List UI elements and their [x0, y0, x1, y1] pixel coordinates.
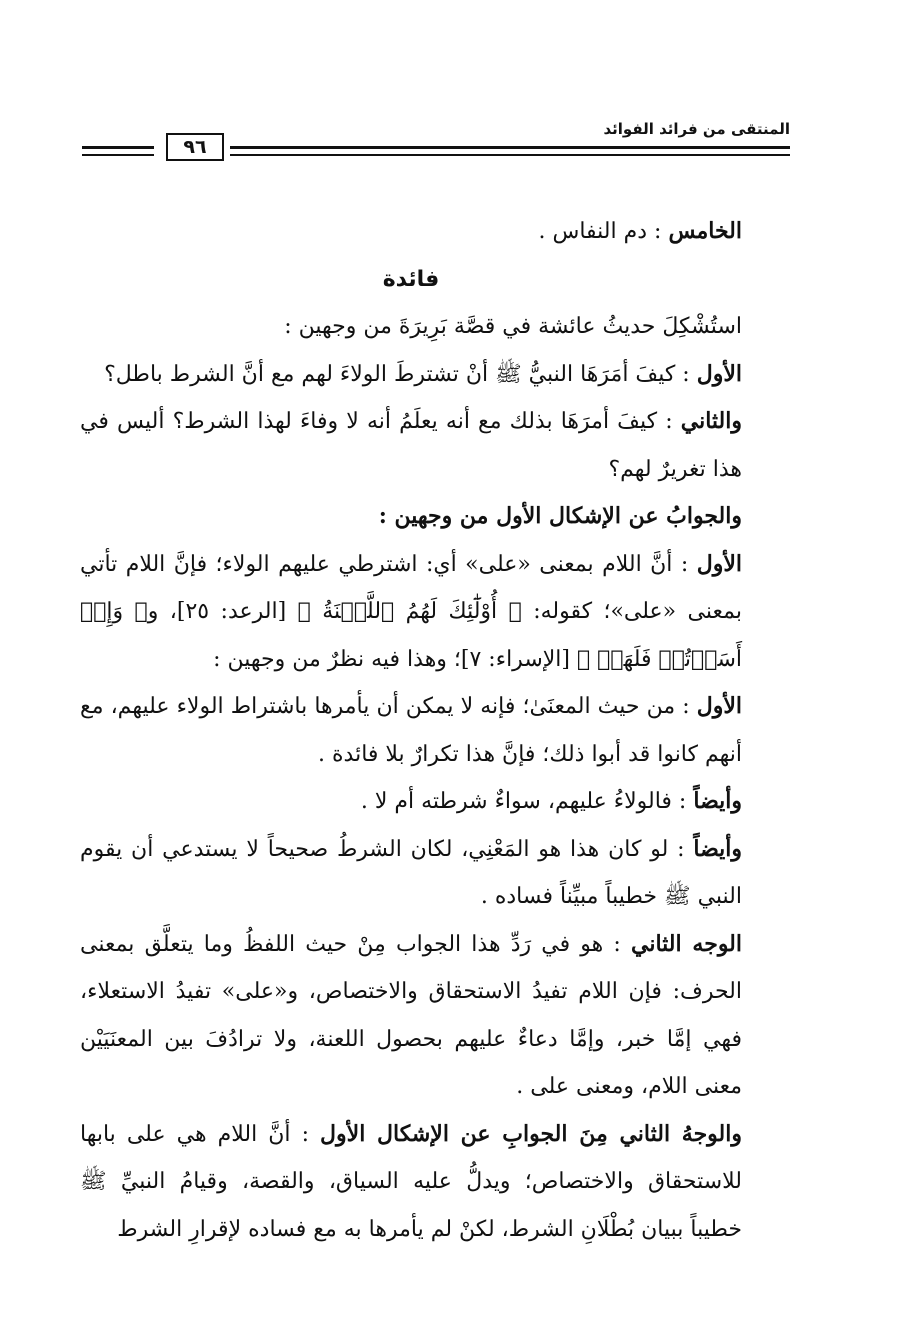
- header-rule-left: [82, 146, 154, 156]
- paragraph-lead: والجوابُ عن الإشكال الأول من وجهين :: [378, 503, 742, 529]
- paragraph-lead: والوجهُ الثاني مِنَ الجوابِ عن الإشكال الأول: [320, 1120, 742, 1147]
- paragraph-text: : كيفَ أمَرَهَا النبيُّ ﷺ أنْ تشترطَ الولاءَ لهم مع أنَّ الشرط باطل؟: [104, 361, 690, 387]
- paragraph-text: : دم النفاس .: [538, 219, 662, 244]
- page-body: [80, 208, 742, 1253]
- paragraph-lead: الخامس: [668, 218, 742, 244]
- paragraph-lead: الأول: [696, 360, 742, 387]
- section-heading: فائدة: [382, 266, 440, 292]
- page-number: ٩٦: [166, 133, 224, 161]
- paragraph-answer-heading: [80, 493, 742, 541]
- paragraph-text: : هو في رَدِّ هذا الجواب مِنْ حيث اللفظُ وما يتعلَّق بمعنى الحرف: فإن اللام تفيدُ الاستحقاق والاختصاص، و«على» تفيدُ الاستعلاء، فهي إمَّا خبر، وإمَّا دعاءٌ عليهم بحصول اللعنة، ولا ترادُفَ بين المعنَيَيْن معنى اللام، ومعنى على .: [80, 931, 742, 1099]
- paragraph-lead: وأيضاً: [693, 788, 742, 814]
- paragraph-lead: والثاني: [680, 408, 742, 434]
- header-rule-right: [230, 146, 790, 156]
- paragraph-lead: الأول: [696, 693, 742, 719]
- paragraph-second-problem: [80, 398, 742, 493]
- paragraph-first-problem: [80, 351, 742, 399]
- paragraph-text: استُشْكِلَ حديثُ عائشة في قصَّة بَرِيرَةَ من وجهين :: [284, 314, 742, 339]
- paragraph-text: : كيفَ أمرَهَا بذلك مع أنه يعلَمُ أنه لا وفاءَ لهذا الشرط؟ أليس في هذا تغريرٌ لهم؟: [80, 409, 742, 482]
- paragraph-text: : فالولاءُ عليهم، سواءٌ شرطته أم لا .: [360, 789, 687, 814]
- paragraph-answer-first: [80, 541, 742, 684]
- paragraph-also-1: [80, 778, 742, 826]
- paragraph-lead: وأيضاً: [693, 835, 743, 862]
- page-header: [82, 118, 790, 170]
- paragraph-text: : لو كان هذا هو المَعْنِي، لكان الشرطُ صحيحاً لا يستدعي أن يقوم النبي ﷺ خطيباً مبيِّناً فساده .: [80, 836, 742, 909]
- paragraph-also-2: [80, 826, 742, 921]
- paragraph-second-answer: [80, 1111, 742, 1254]
- paragraph-text: : من حيث المعنَىٰ؛ فإنه لا يمكن أن يأمرها باشتراط الولاء عليهم، مع أنهم كانوا قد أبوا ذلك؛ فإنَّ هذا تكرارٌ بلا فائدة .: [80, 694, 742, 767]
- paragraph-intro: [80, 303, 742, 351]
- paragraph-text: : أنَّ اللام بمعنى «على» أي: اشترطي عليهم الولاء؛ فإنَّ اللام تأتي بمعنى «على»؛ كقوله: ﴿ أُوْلَٰٓئِكَ لَهُمُ ٱللَّعۡنَةُ ﴾ [الرعد: ٢٥]، و﴿ وَإِنۡ أَسَأۡتُمۡ فَلَهَاۚ ﴾ [الإسراء: ٧]؛ وهذا فيه نظرٌ من وجهين :: [80, 551, 742, 672]
- paragraph-fifth: [80, 208, 742, 256]
- paragraph-lead: الوجه الثاني: [630, 930, 742, 957]
- paragraph-objection-first: [80, 683, 742, 778]
- running-title: المنتقى من فرائد الفوائد: [603, 120, 790, 138]
- paragraph-lead: الأول: [696, 550, 742, 577]
- paragraph-second-aspect: [80, 921, 742, 1111]
- paragraph-text: : أنَّ اللام هي على بابها للاستحقاق والاختصاص؛ ويدلُّ عليه السياق، والقصة، وقيامُ النبيِّ ﷺ خطيباً ببيان بُطْلَانِ الشرط، لكنْ لم يأمرها به مع فساده لإقرارِ الشرط: [80, 1121, 742, 1242]
